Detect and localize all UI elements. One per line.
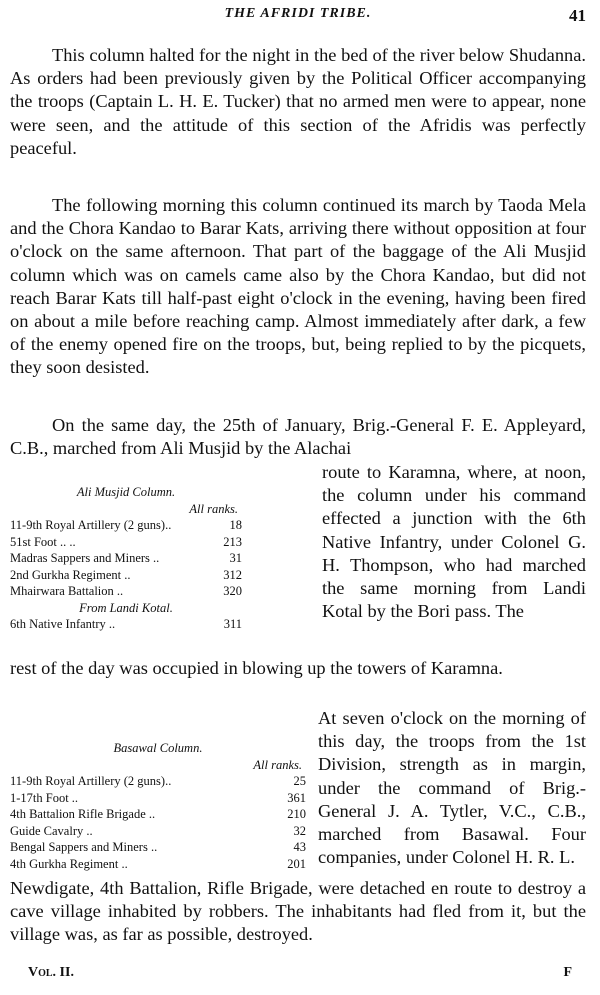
table-row: Guide Cavalry .. 32 bbox=[10, 823, 306, 838]
all-ranks-label: All ranks. bbox=[189, 501, 238, 516]
paragraph-seven-oclock-wrap: At seven o'clock on the morning of this day, the troops from the 1st Division, strength as in margin, under the command of Brig.-General J. A. Tytler, V.C., C.B., marched from Basawal. Four companies, under Colonel H. R. L. bbox=[318, 708, 586, 868]
table-title: Basawal Column. bbox=[113, 741, 203, 755]
signature-mark: Vol. II. bbox=[28, 965, 74, 980]
page-number: 41 bbox=[569, 6, 586, 25]
table-row: 2nd Gurkha Regiment .. 312 bbox=[10, 567, 242, 582]
table-row: 11-9th Royal Artillery (2 guns).. 25 bbox=[10, 774, 306, 788]
paragraph-same-day-intro: On the same day, the 25th of January, Brig.-General F. E. Appleyard, C.B., marched from Ali Musjid by the Alachai bbox=[10, 415, 586, 459]
page-header bbox=[10, 6, 586, 28]
running-head: THE AFRIDI TRIBE. bbox=[224, 6, 372, 21]
table-row: 11-9th Royal Artillery (2 guns).. 18 bbox=[10, 518, 242, 532]
table-row: 51st Foot .. .. 213 bbox=[10, 534, 242, 549]
all-ranks-label: All ranks. bbox=[253, 757, 302, 772]
paragraph-same-day-wrap: route to Karamna, where, at noon, the column under his command effected a junction with the 6th Native Infantry, under Colonel G. H. Thompson, who had marched the same morning from Landi Kotal by the Bori pass. The bbox=[322, 462, 586, 622]
page-footer bbox=[28, 965, 572, 987]
table-row: Mhairwara Battalion .. 320 bbox=[10, 584, 242, 598]
paragraph-column-halted: This column halted for the night in the bed of the river below Shudanna. As orders had been previously given by the Political Officer accompanying the troops (Captain L. H. E. Tucker) that no armed men were to appear, none were seen, and the attitude of this section of the Afridis was perfectly peaceful. bbox=[10, 45, 586, 158]
table-subtitle: From Landi Kotal. bbox=[79, 600, 173, 615]
table-row: Madras Sappers and Miners .. 31 bbox=[10, 551, 242, 565]
paragraph-following-morning: The following morning this column continued its march by Taoda Mela and the Chora Kandao to Barar Kats, arriving there without opposition at four o'clock on the same afternoon. That part of the baggage of the Ali Musjid column which was on camels came also by the Chora Kandao, but did not reach Barar Kats till half-past eight o'clock in the evening, having been fired on about a mile before reaching camp. Almost immediately after dark, a few of the enemy opened fire on the troops, but, being replied to by the picquets, they soon desisted. bbox=[10, 195, 586, 378]
table-row: 4th Gurkha Regiment .. 201 bbox=[10, 856, 306, 871]
gathering-mark: F bbox=[563, 965, 572, 980]
table-title: Ali Musjid Column. bbox=[76, 485, 176, 499]
table-row: Bengal Sappers and Miners .. 43 bbox=[10, 840, 306, 854]
basawal-margin-table bbox=[10, 740, 306, 872]
table-row: 6th Native Infantry .. 311 bbox=[10, 617, 242, 631]
table-row: 4th Battalion Rifle Brigade .. 210 bbox=[10, 807, 306, 821]
table-row: 1-17th Foot .. 361 bbox=[10, 790, 306, 805]
paragraph-seven-oclock-end: Newdigate, 4th Battalion, Rifle Brigade, were detached en route to destroy a cave village inhabited by robbers. The inhabitants had fled from it, but the village was, as far as possible, destroyed. bbox=[10, 878, 586, 945]
paragraph-same-day-end: rest of the day was occupied in blowing up the towers of Karamna. bbox=[10, 658, 503, 678]
ali-musjid-margin-table bbox=[10, 484, 242, 633]
